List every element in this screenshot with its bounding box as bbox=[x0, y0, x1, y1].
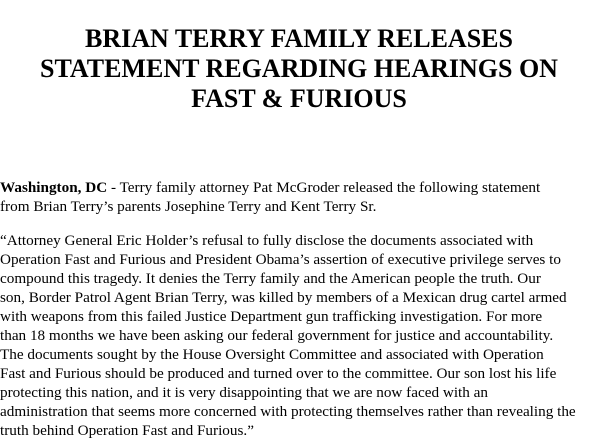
statement-line: truth behind Operation Fast and Furious.” bbox=[0, 422, 254, 439]
statement-line: administration that seems more concerned with protecting themselves rather than revealing the bbox=[0, 403, 576, 420]
intro-line-2: from Brian Terry’s parents Josephine Terry and Kent Terry Sr. bbox=[0, 198, 377, 215]
statement-line: protecting this nation, and it is very disappointing that we are now faced with an bbox=[0, 384, 488, 401]
intro-line-1 bbox=[0, 178, 594, 197]
intro-paragraph bbox=[0, 178, 594, 216]
statement-line: Fast and Furious should be produced and turned over to the committee. Our son lost his life bbox=[0, 365, 557, 382]
headline-line-1: BRIAN TERRY FAMILY RELEASES bbox=[85, 24, 513, 53]
statement-line: son, Border Patrol Agent Brian Terry, was killed by members of a Mexican drug cartel armed bbox=[0, 289, 567, 306]
statement-line: Operation Fast and Furious and President Obama’s assertion of executive privilege serves to bbox=[0, 251, 561, 268]
statement-line: “Attorney General Eric Holder’s refusal to fully disclose the documents associated with bbox=[0, 232, 534, 249]
statement-line: than 18 months we have been asking our federal government for justice and accountability. bbox=[0, 327, 554, 344]
dateline: Washington, DC bbox=[0, 179, 108, 196]
statement-line: The documents sought by the House Oversight Committee and associated with Operation bbox=[0, 346, 544, 363]
statement-paragraph bbox=[0, 231, 594, 440]
headline-line-2: STATEMENT REGARDING HEARINGS ON bbox=[40, 54, 558, 83]
statement-line: compound this tragedy. It denies the Terry family and the American people the truth. Our bbox=[0, 270, 541, 287]
press-release-headline bbox=[0, 24, 598, 114]
headline-line-3: FAST & FURIOUS bbox=[191, 84, 407, 113]
intro-line-1-text: - Terry family attorney Pat McGroder released the following statement bbox=[107, 179, 541, 196]
statement-line: with weapons from this failed Justice Department gun trafficking investigation. For more bbox=[0, 308, 543, 325]
